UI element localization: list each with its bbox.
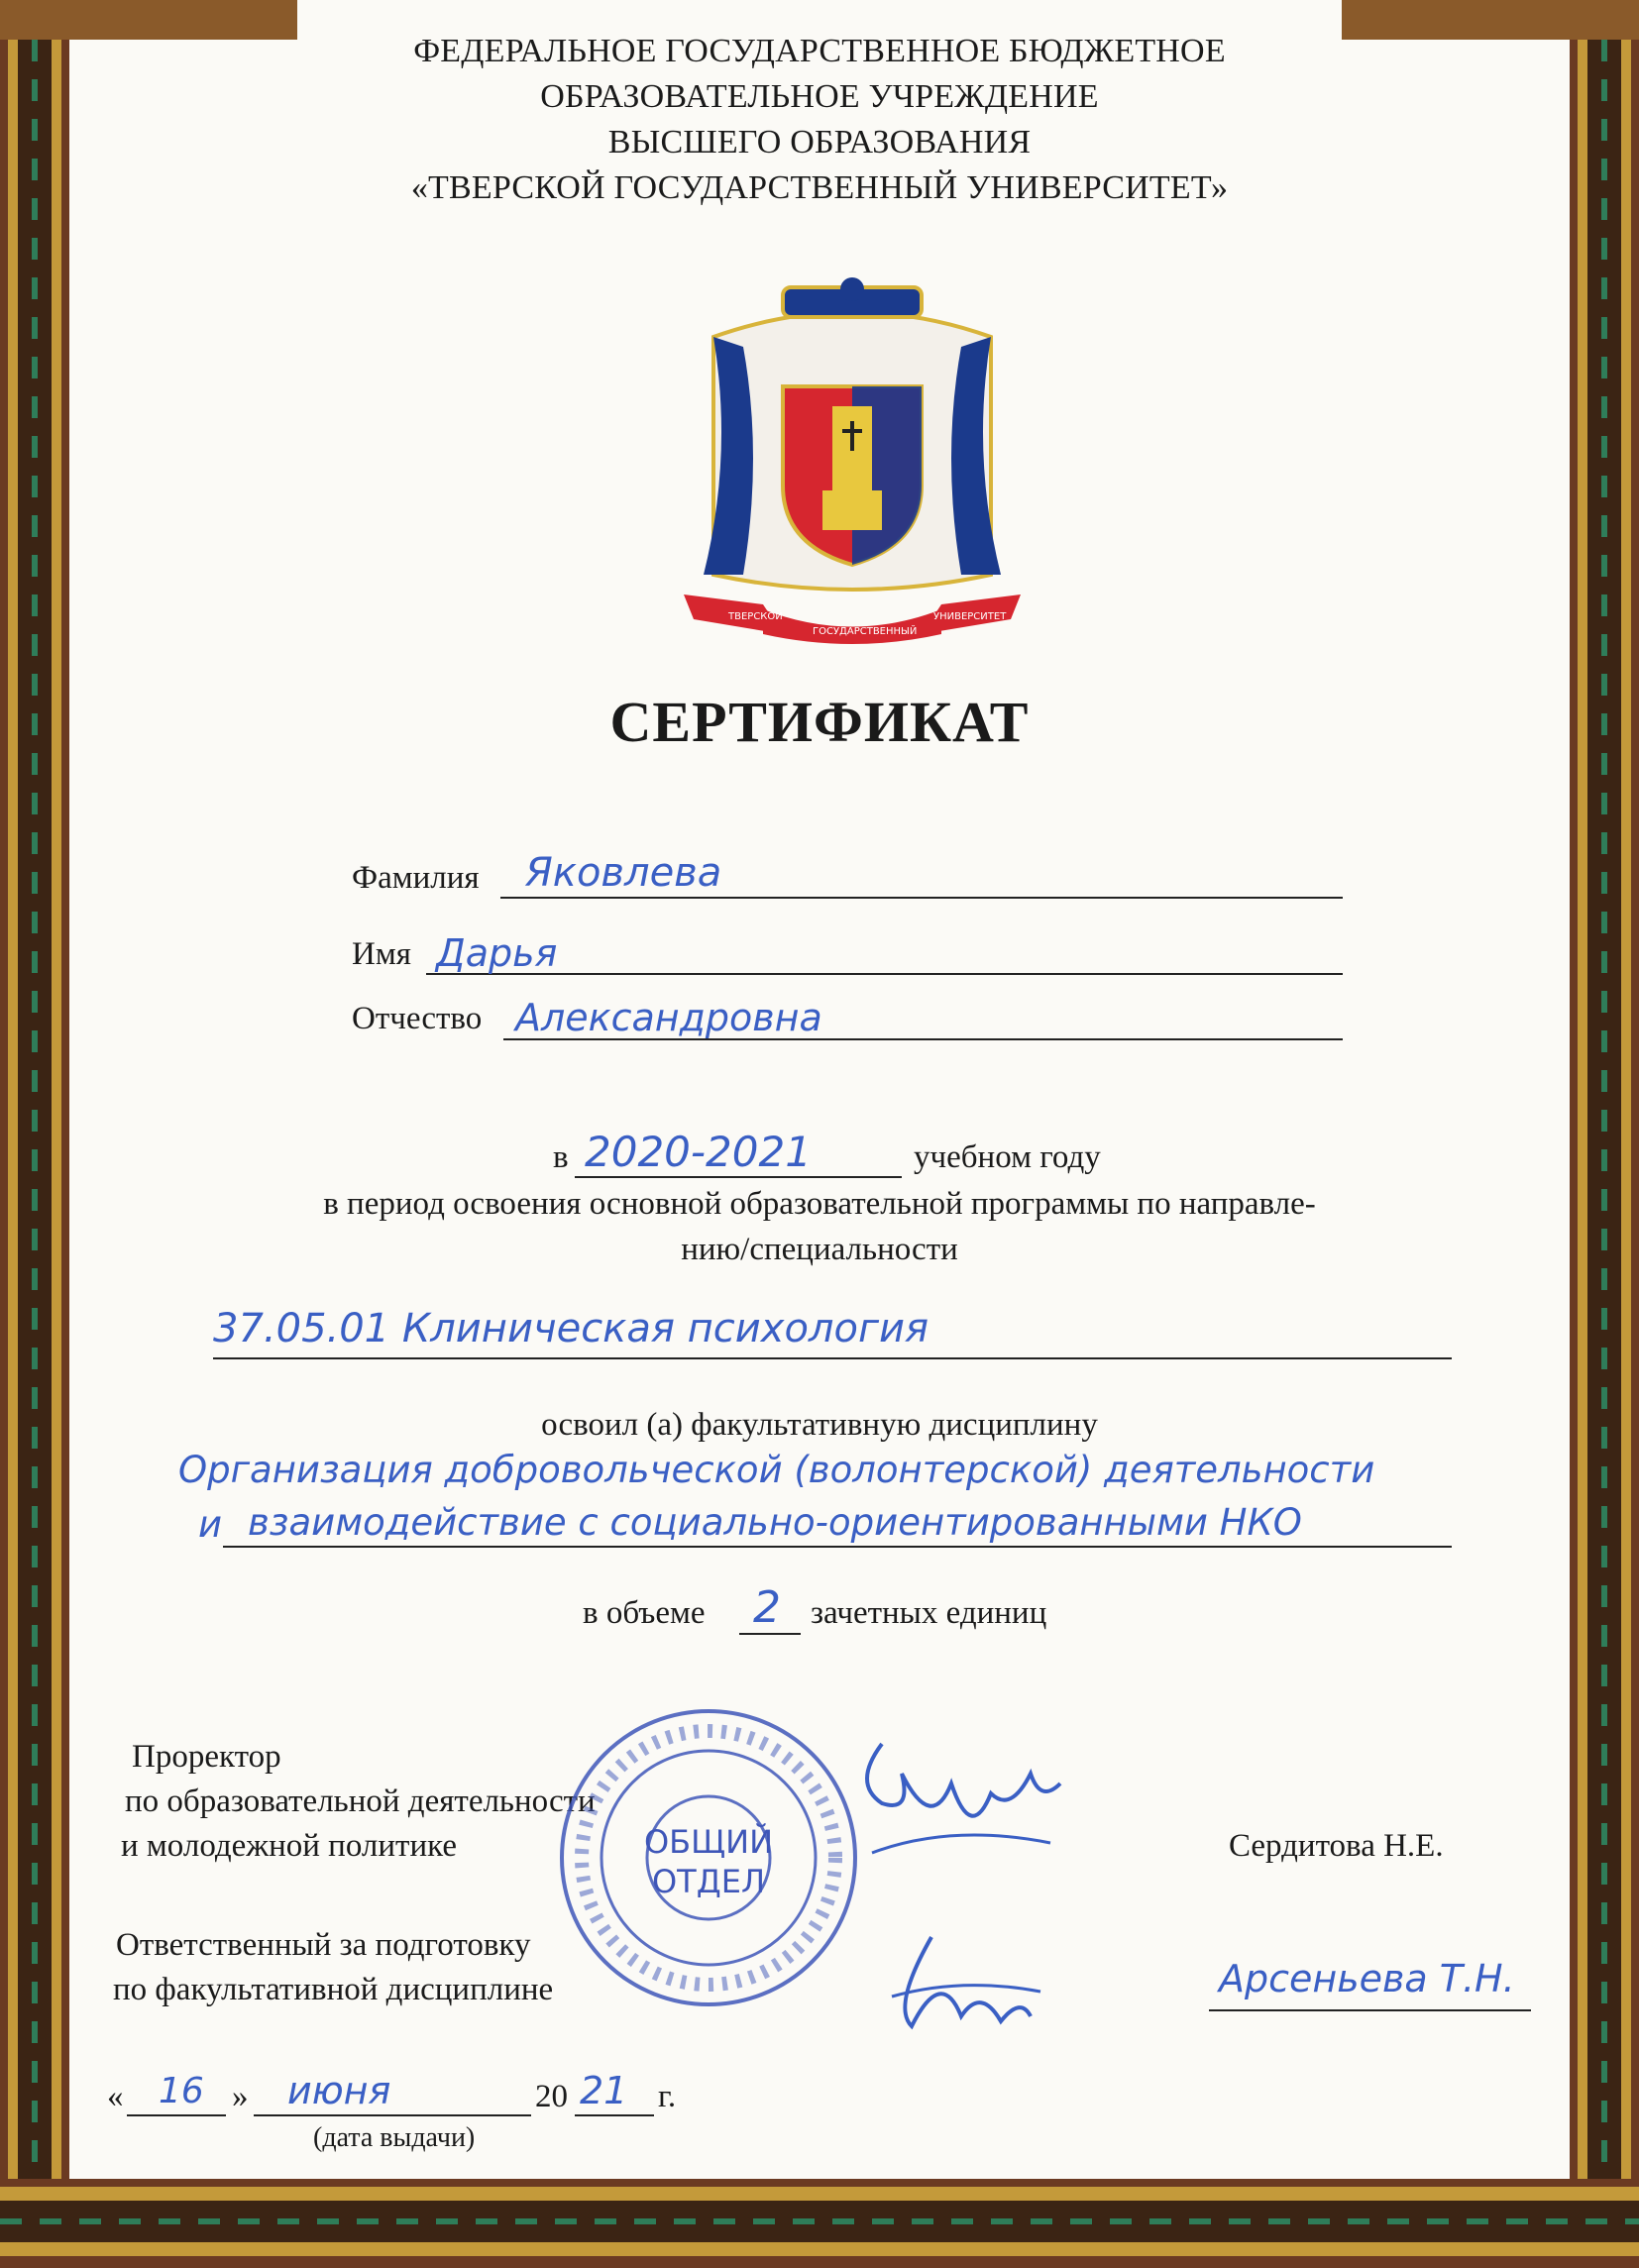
responsible-name-underline (1209, 2009, 1531, 2011)
emblem-ribbon-left: ТВЕРСКОЙ (728, 611, 783, 622)
date-close-quote: » (232, 2079, 249, 2114)
patronymic-label: Отчество (352, 1001, 483, 1036)
general-department-stamp (555, 1704, 862, 2011)
certificate-title: СЕРТИФИКАТ (609, 690, 1030, 754)
stamp-center-line-1: ОБЩИЙ (643, 1823, 774, 1861)
year-underline (575, 1176, 902, 1178)
name-underline (426, 973, 1343, 975)
discipline-value-line-2: взаимодействие с социально-ориентированными НКО (248, 1501, 1302, 1544)
header-line-4: «ТВЕРСКОЙ ГОСУДАРСТВЕННЫЙ УНИВЕРСИТЕТ» (410, 169, 1229, 206)
vice-rector-name: Сердитова Н.Е. (1229, 1828, 1444, 1864)
date-caption: (дата выдачи) (313, 2122, 476, 2153)
patronymic-value: Александровна (515, 996, 822, 1039)
header-line-3: ВЫСШЕГО ОБРАЗОВАНИЯ (607, 124, 1032, 161)
emblem-ribbon-center: ГОСУДАРСТВЕННЫЙ (813, 626, 918, 637)
volume-prefix: в объеме (583, 1595, 706, 1631)
ornamental-border-left (0, 0, 69, 2268)
university-coat-of-arms (674, 277, 1031, 644)
year-prefix: в (553, 1139, 569, 1175)
ornamental-border-right (1570, 0, 1639, 2268)
name-value: Дарья (436, 931, 558, 975)
responsible-title-line-2: по факультативной дисциплине (113, 1972, 554, 2007)
responsible-name: Арсеньева Т.Н. (1219, 1957, 1515, 2000)
header-line-1: ФЕДЕРАЛЬНОЕ ГОСУДАРСТВЕННОЕ БЮДЖЕТНОЕ (413, 33, 1226, 69)
discipline-underline (223, 1546, 1452, 1548)
vice-rector-signature (842, 1724, 1070, 1873)
program-text-line-1: в период освоения основной образовательной программы по направле- (323, 1186, 1316, 1222)
specialty-value: 37.05.01 Клиническая психология (213, 1306, 929, 1351)
year-suffix: учебном году (914, 1139, 1101, 1175)
emblem-ribbon-right: УНИВЕРСИТЕТ (933, 611, 1007, 622)
date-g: г. (658, 2079, 677, 2114)
discipline-value-line-1: Организация добровольческой (волонтерской) деятельности (178, 1449, 1375, 1491)
ornamental-border-bottom (0, 2179, 1639, 2268)
date-day-underline (127, 2114, 226, 2116)
academic-year-value: 2020-2021 (585, 1128, 812, 1176)
responsible-title-line-1: Ответственный за подготовку (116, 1927, 531, 1963)
specialty-underline (213, 1357, 1452, 1359)
program-text-line-2: нию/специальности (681, 1232, 958, 1267)
surname-underline (500, 897, 1343, 899)
surname-label: Фамилия (352, 860, 480, 896)
date-month: июня (287, 2069, 391, 2112)
surname-value: Яковлева (525, 850, 722, 896)
name-label: Имя (352, 936, 411, 972)
volume-value: 2 (753, 1582, 781, 1633)
date-year-suffix: 21 (580, 2069, 628, 2112)
date-day: 16 (159, 2071, 204, 2111)
responsible-signature (872, 1927, 1050, 2046)
date-year-underline (575, 2114, 654, 2116)
date-open-quote: « (107, 2079, 124, 2114)
vice-rector-title-line-3: и молодежной политике (121, 1828, 457, 1864)
volume-underline (739, 1633, 801, 1635)
stamp-center-line-2: ОТДЕЛ (651, 1863, 766, 1900)
vice-rector-title-line-2: по образовательной деятельности (125, 1783, 596, 1819)
vice-rector-title-line-1: Проректор (132, 1739, 281, 1775)
discipline-value-line-2-prefix: и (198, 1503, 223, 1546)
header-line-2: ОБРАЗОВАТЕЛЬНОЕ УЧРЕЖДЕНИЕ (540, 78, 1099, 115)
volume-suffix: зачетных единиц (811, 1595, 1047, 1631)
discipline-label: освоил (а) факультативную дисциплину (541, 1407, 1098, 1443)
date-year-prefix: 20 (535, 2079, 568, 2114)
date-month-underline (254, 2114, 531, 2116)
